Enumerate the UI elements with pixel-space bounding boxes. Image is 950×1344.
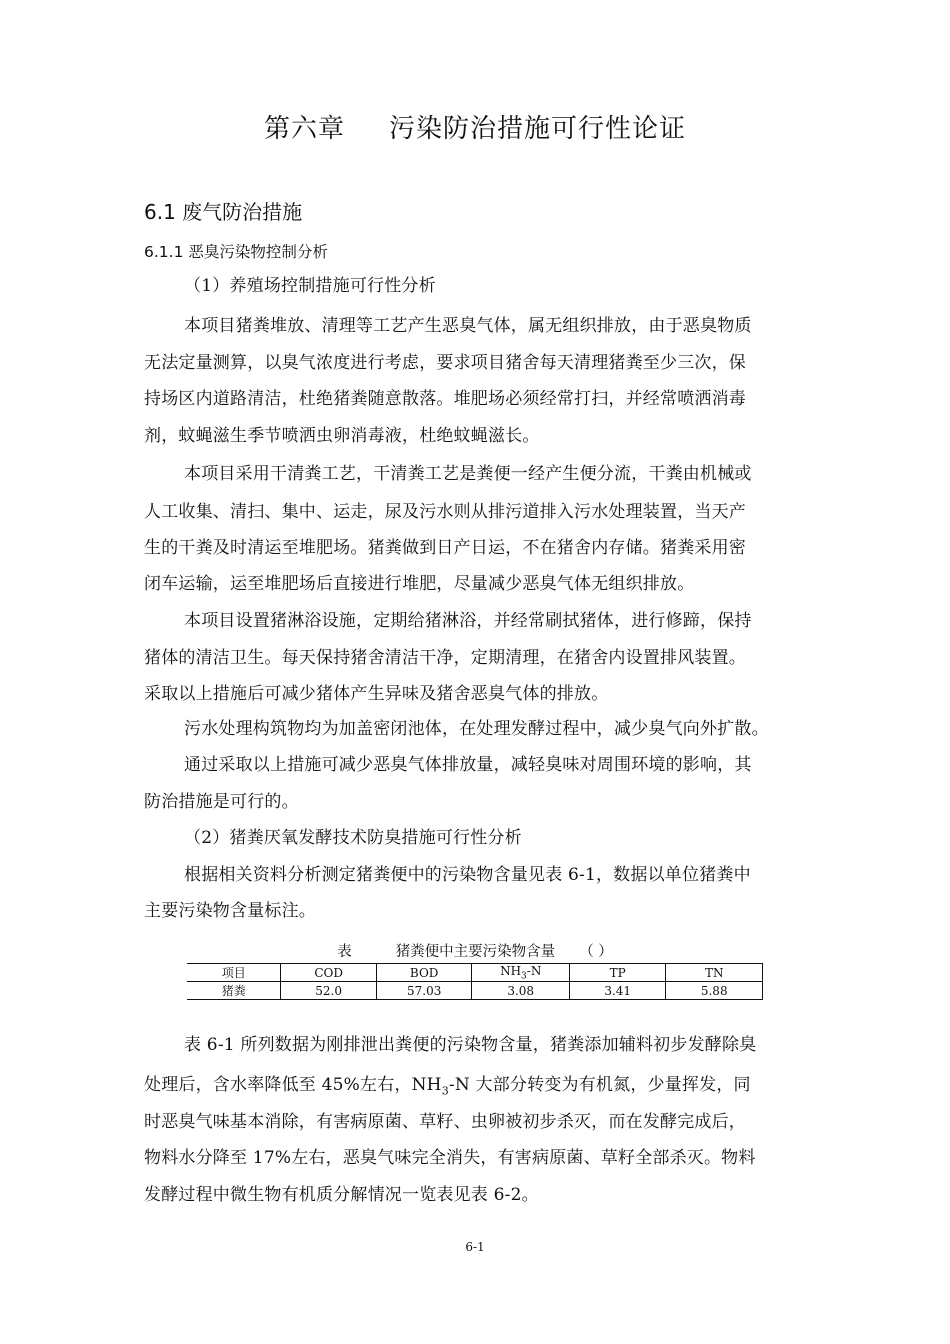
header-cell: TN <box>666 964 763 982</box>
paragraph-line: 发酵过程中微生物有机质分解情况一览表见表 6-2。 <box>144 1185 539 1205</box>
paragraph-line: （1）养殖场控制措施可行性分析 <box>184 276 436 296</box>
paragraph-line: 物料水分降至 17%左右，恶臭气味完全消失，有害病原菌、草籽全部杀灭。物料 <box>144 1148 756 1168</box>
paragraph-line: 主要污染物含量标注。 <box>144 901 316 921</box>
paragraph-line: 采取以上措施后可减少猪体产生异味及猪舍恶臭气体的排放。 <box>144 684 609 704</box>
table-header-row <box>187 964 763 982</box>
chapter-number: 第六章 <box>263 114 345 144</box>
paragraph-line: 本项目设置猪淋浴设施，定期给猪淋浴，并经常刷拭猪体，进行修蹄，保持 <box>184 611 752 631</box>
paragraph-line: （2）猪粪厌氧发酵技术防臭措施可行性分析 <box>184 828 522 848</box>
paragraph-line: 表 6-1 所列数据为刚排泄出粪便的污染物含量，猪粪添加辅料初步发酵除臭 <box>184 1035 757 1055</box>
table-cell: 5.88 <box>666 982 763 1000</box>
table-caption-prefix: 表 <box>337 944 352 960</box>
nh3-suffix: -N <box>526 964 542 978</box>
table-caption <box>0 940 950 961</box>
page-number: 6-1 <box>465 1240 485 1254</box>
header-cell: BOD <box>376 964 472 982</box>
paragraph-line: 根据相关资料分析测定猪粪便中的污染物含量见表 6-1，数据以单位猪粪中 <box>184 865 751 885</box>
paragraph-line: 人工收集、清扫、集中、运走，尿及污水则从排污道排入污水处理装置，当天产 <box>144 502 746 522</box>
table-row <box>187 982 763 1000</box>
header-cell: 项目 <box>187 964 281 982</box>
nh3-label: NH <box>500 964 522 978</box>
nh3-subscript: 3 <box>521 971 527 982</box>
header-cell: TP <box>569 964 665 982</box>
table-cell: 3.41 <box>569 982 665 1000</box>
table-caption-text: 猪粪便中主要污染物含量 <box>395 944 556 960</box>
chapter-title <box>0 108 950 145</box>
paragraph-line: 生的干粪及时清运至堆肥场。猪粪做到日产日运，不在猪舍内存储。猪粪采用密 <box>144 538 746 558</box>
paragraph-line: 持场区内道路清洁，杜绝猪粪随意散落。堆肥场必须经常打扫，并经常喷洒消毒 <box>144 389 746 409</box>
nh3-subscript: 3 <box>441 1084 449 1098</box>
paragraph-line: 污水处理构筑物均为加盖密闭池体，在处理发酵过程中，减少臭气向外扩散。 <box>184 719 769 739</box>
table-cell: 3.08 <box>472 982 570 1000</box>
paragraph-line: 剂，蚊蝇滋生季节喷洒虫卵消毒液，杜绝蚊蝇滋长。 <box>144 426 540 446</box>
section-heading: 6.1 废气防治措施 <box>144 200 303 224</box>
paragraph-line: 猪体的清洁卫生。每天保持猪舍清洁干净，定期清理，在猪舍内设置排风装置。 <box>144 648 746 668</box>
paragraph-line: 通过采取以上措施可减少恶臭气体排放量，减轻臭味对周围环境的影响，其 <box>184 755 752 775</box>
line-part: -N 大部分转变为有机氮，少量挥发，同 <box>448 1075 751 1095</box>
table-cell: 52.0 <box>281 982 377 1000</box>
paragraph-line: 本项目采用干清粪工艺，干清粪工艺是粪便一经产生便分流，干粪由机械或 <box>184 464 752 484</box>
header-cell: COD <box>281 964 377 982</box>
table-caption-unit: （ ） <box>579 944 613 960</box>
header-cell <box>472 964 570 982</box>
table-cell: 57.03 <box>376 982 472 1000</box>
chapter-name: 污染防治措施可行性论证 <box>389 114 687 144</box>
paragraph-line: 防治措施是可行的。 <box>144 792 299 812</box>
line-part: 处理后，含水率降低至 45%左右，NH <box>144 1075 442 1095</box>
paragraph-line <box>144 1070 751 1097</box>
table-cell: 猪粪 <box>187 982 281 1000</box>
subsection-heading: 6.1.1 恶臭污染物控制分析 <box>144 243 328 261</box>
paragraph-line: 时恶臭气味基本消除，有害病原菌、草籽、虫卵被初步杀灭，而在发酵完成后， <box>144 1112 746 1132</box>
paragraph-line: 本项目猪粪堆放、清理等工艺产生恶臭气体，属无组织排放，由于恶臭物质 <box>184 316 752 336</box>
paragraph-line: 无法定量测算，以臭气浓度进行考虑，要求项目猪舍每天清理猪粪至少三次，保 <box>144 353 746 373</box>
pollutant-table <box>187 963 763 1000</box>
paragraph-line: 闭车运输，运至堆肥场后直接进行堆肥，尽量减少恶臭气体无组织排放。 <box>144 574 695 594</box>
